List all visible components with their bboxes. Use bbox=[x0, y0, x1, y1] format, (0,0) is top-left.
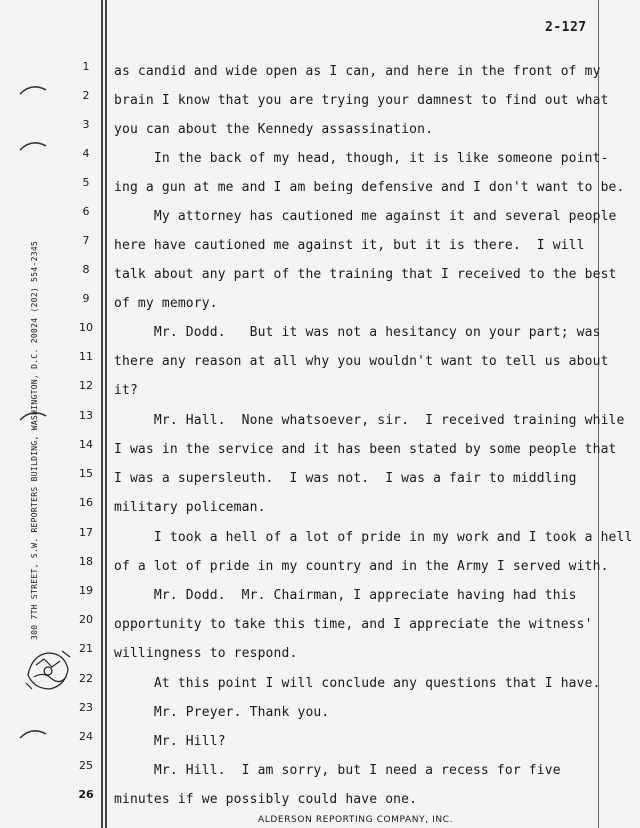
line-number: 15 bbox=[79, 467, 93, 480]
margin-rule-left bbox=[101, 0, 103, 828]
line-number: 14 bbox=[79, 438, 93, 451]
line-number: 1 bbox=[82, 60, 90, 73]
transcript-line: Mr. Dodd. Mr. Chairman, I appreciate having had this bbox=[114, 588, 577, 603]
transcript-line: ing a gun at me and I am being defensive and I don't want to be. bbox=[114, 180, 625, 195]
line-number: 23 bbox=[79, 701, 93, 714]
line-number: 2 bbox=[82, 89, 90, 102]
transcript-line: Mr. Dodd. But it was not a hesitancy on your part; was bbox=[114, 325, 601, 340]
line-number: 13 bbox=[79, 409, 93, 422]
transcript-line: Mr. Hill? bbox=[114, 734, 226, 749]
transcript-line: talk about any part of the training that I received to the best bbox=[114, 267, 617, 282]
transcript-line: Mr. Hall. None whatsoever, sir. I received training while bbox=[114, 413, 625, 428]
binding-mark-icon bbox=[18, 138, 48, 152]
line-number: 24 bbox=[79, 730, 93, 743]
line-number: 25 bbox=[79, 759, 93, 772]
transcript-line: In the back of my head, though, it is like someone point- bbox=[114, 151, 609, 166]
transcript-line: minutes if we possibly could have one. bbox=[114, 792, 418, 807]
transcript-line: brain I know that you are trying your damnest to find out what bbox=[114, 93, 609, 108]
line-number: 21 bbox=[79, 642, 93, 655]
line-number: 9 bbox=[82, 292, 90, 305]
transcript-line: military policeman. bbox=[114, 500, 266, 515]
transcript-line: I took a hell of a lot of pride in my work and I took a hell bbox=[114, 530, 633, 545]
transcript-line: Mr. Hill. I am sorry, but I need a recess for five bbox=[114, 763, 561, 778]
line-number: 16 bbox=[79, 496, 93, 509]
transcript-line: there any reason at all why you wouldn't want to tell us about bbox=[114, 354, 609, 369]
footer-company: ALDERSON REPORTING COMPANY, INC. bbox=[258, 815, 454, 825]
line-number: 20 bbox=[79, 613, 93, 626]
binding-mark-icon bbox=[18, 82, 48, 96]
line-number: 10 bbox=[79, 321, 93, 334]
transcript-line: At this point I will conclude any questions that I have. bbox=[114, 676, 601, 691]
binding-mark-icon bbox=[18, 726, 48, 740]
line-number: 19 bbox=[79, 584, 93, 597]
line-number: 6 bbox=[82, 205, 90, 218]
margin-rule-left-inner bbox=[105, 0, 107, 828]
line-number: 18 bbox=[79, 555, 93, 568]
line-number: 12 bbox=[79, 379, 93, 392]
transcript-line: of a lot of pride in my country and in the Army I served with. bbox=[114, 559, 609, 574]
reporter-address-side-text: 300 7TH STREET, S.W. REPORTERS BUILDING, WASHINGTON, D.C. 20024 (202) 554-2345 bbox=[30, 240, 39, 640]
page-number: 2-127 bbox=[545, 20, 587, 35]
line-number: 7 bbox=[82, 234, 90, 247]
transcript-line: of my memory. bbox=[114, 296, 218, 311]
transcript-line: it? bbox=[114, 383, 138, 398]
transcript-line: opportunity to take this time, and I appreciate the witness' bbox=[114, 617, 593, 632]
line-number: 26 bbox=[78, 788, 94, 801]
line-number: 3 bbox=[82, 118, 90, 131]
transcript-line: you can about the Kennedy assassination. bbox=[114, 122, 434, 137]
transcript-line: willingness to respond. bbox=[114, 646, 298, 661]
transcript-line: I was a supersleuth. I was not. I was a fair to middling bbox=[114, 471, 577, 486]
line-number: 22 bbox=[79, 672, 93, 685]
line-number: 8 bbox=[82, 263, 90, 276]
line-number: 4 bbox=[82, 147, 90, 160]
transcript-line: Mr. Preyer. Thank you. bbox=[114, 705, 330, 720]
transcript-line: as candid and wide open as I can, and here in the front of my bbox=[114, 64, 601, 79]
transcript-line: I was in the service and it has been stated by some people that bbox=[114, 442, 617, 457]
line-number: 5 bbox=[82, 176, 90, 189]
transcript-line: here have cautioned me against it, but it is there. I will bbox=[114, 238, 585, 253]
line-number: 11 bbox=[79, 350, 93, 363]
transcript-line: My attorney has cautioned me against it and several people bbox=[114, 209, 617, 224]
stamp-icon bbox=[22, 645, 74, 693]
binding-mark-icon bbox=[18, 408, 48, 422]
line-number: 17 bbox=[79, 526, 93, 539]
